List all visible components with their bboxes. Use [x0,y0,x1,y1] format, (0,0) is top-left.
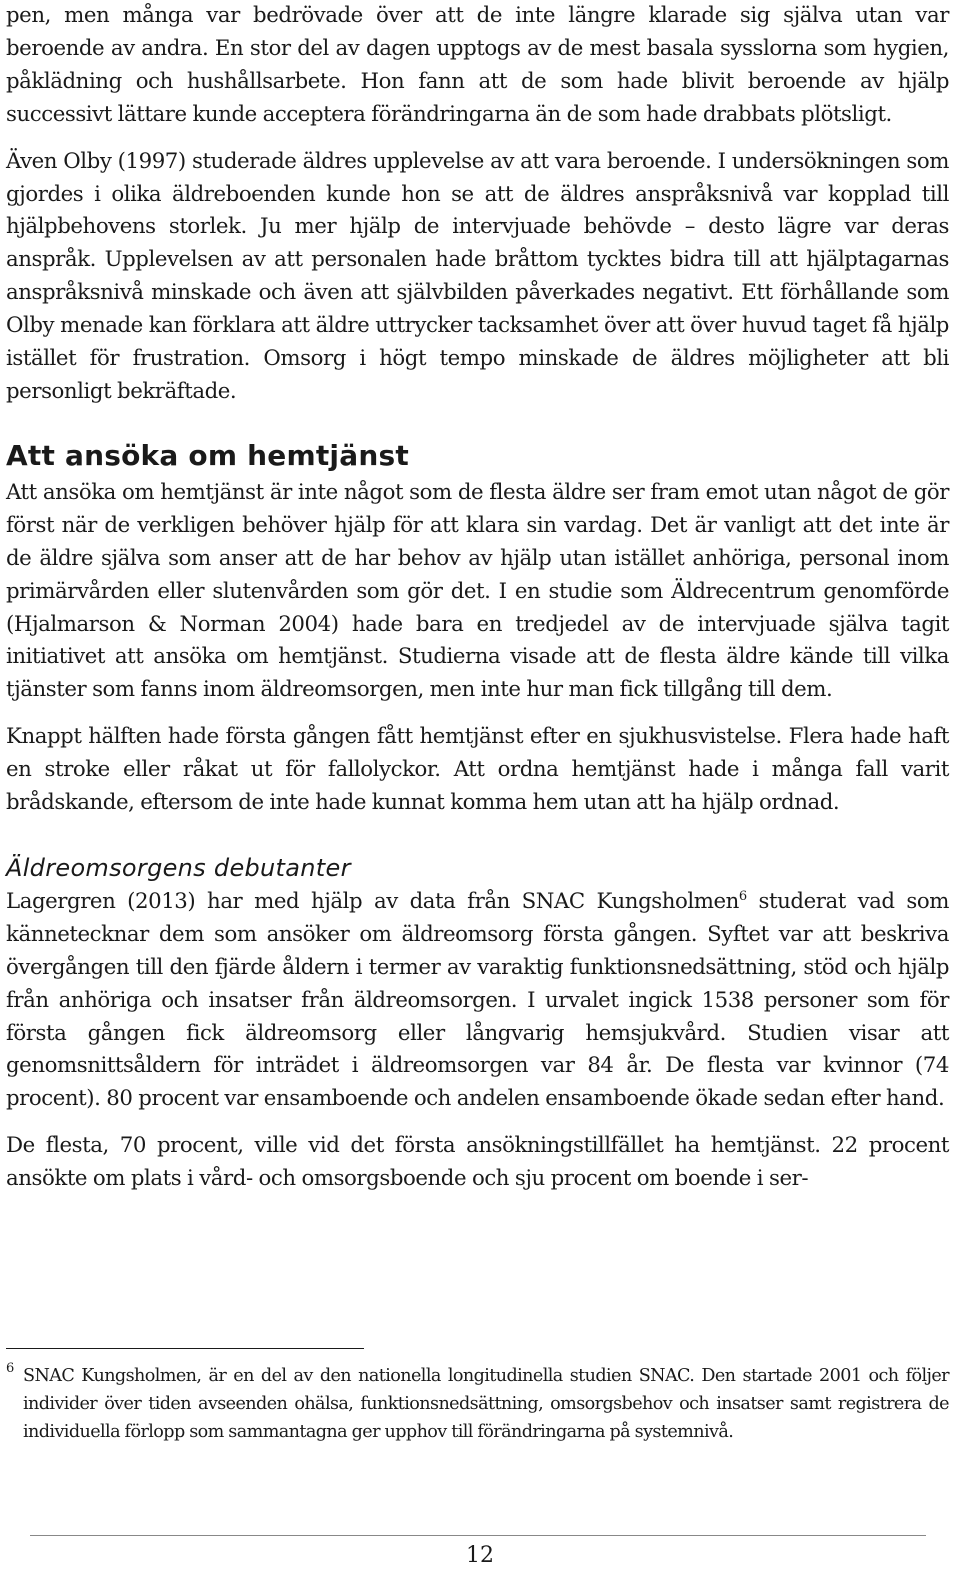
subsection-heading: Äldreomsorgens debutanter [6,853,351,882]
subsection-paragraph-1-start: Lagergren (2013) har med hjälp av data från SNAC Kungsholmen [6,888,739,914]
footnote-divider [6,1348,364,1349]
subsection-paragraph-1-rest: studerat vad som kännetecknar dem som ansöker om äldreomsorg första gången. Syftet var att beskriva övergången till den fjärde åldern i termer av varaktig funktionsnedsättning, stöd och hjälp från anhöriga och insatser från äldreomsorgen. I urvalet ingick 1538 personer som för första gången fick äldreomsorg eller långvarig hemsjukvård. Studien visar att genomsnittsåldern för inträdet i äldreomsorgen var 84 år. De flesta var kvinnor (74 procent). 80 procent var ensamboende och andelen ensamboende ökade sedan efter hand. [6,888,950,1112]
footnote [6,1363,949,1446]
subsection-paragraph-1 [6,886,949,1116]
body-paragraph-2: Även Olby (1997) studerade äldres upplevelse av att vara beroende. I undersökningen som gjordes i olika äldreboenden kunde hon se att de äldres anspråksnivå var kopplad till hjälpbehovens storlek. Ju mer hjälp de intervjuade behövde – desto lägre var deras anspråk. Upplevelsen av att personalen hade bråttom tycktes bidra till att hjälptagarnas anspråksnivå minskade och även att självbilden påverkades negativt. Ett förhållande som Olby menade kan förklara att äldre uttrycker tacksamhet över att över huvud taget få hjälp istället för frustration. Omsorg i högt tempo minskade de äldres möjligheter att bli personligt bekräftade. [6,148,949,404]
body-paragraph-1: pen, men många var bedrövade över att de inte längre klarade sig själva utan var beroende av andra. En stor del av dagen upptogs av de mest basala sysslorna som hygien, påklädning och hushållsarbete. Hon fann att de som hade blivit beroende av hjälp successivt lättare kunde acceptera förändringarna än de som hade drabbats plötsligt. [6,3,949,127]
footnote-number: 6 [6,1361,15,1376]
section-paragraph-2: Knappt hälften hade första gången fått hemtjänst efter en sjukhusvistelse. Flera hade haft en stroke eller råkat ut för fallolyckor. Att ordna hemtjänst hade i många fall varit brådskande, eftersom de inte hade kunnat komma hem utan att ha hjälp ordnad. [6,724,949,816]
page-body [6,0,949,1196]
section-heading: Att ansöka om hemtjänst [6,438,409,472]
footnote-reference: 6 [738,888,747,904]
footer-divider [30,1535,926,1536]
subsection-paragraph-2: De flesta, 70 procent, ville vid det första ansökningstillfället ha hemtjänst. 22 procent ansökte om plats i vård- och omsorgsboende och sju procent om boende i ser- [6,1133,949,1192]
section-paragraph-1: Att ansöka om hemtjänst är inte något som de flesta äldre ser fram emot utan något de gör först när de verkligen behöver hjälp för att klara sin vardag. Det är vanligt att det inte är de äldre själva som anser att de har behov av hjälp utan istället anhöriga, personal inom primärvården eller slutenvården som gör det. I en studie som Äldrecentrum genomförde (Hjalmarson & Norman 2004) hade bara en tredjedel av de intervjuade själva tagit initiativet att ansöka om hemtjänst. Studierna visade att de flesta äldre kände till vilka tjänster som fanns inom äldreomsorgen, men inte hur man fick tillgång till dem. [6,479,949,703]
page-number: 12 [466,1543,494,1568]
footnote-text: SNAC Kungsholmen, är en del av den nationella longitudinella studien SNAC. Den startade 2001 och följer individer över tiden avseenden ohälsa, funktionsnedsättning, omsorgsbehov och insatser samt registrera de individuella förlopp som sammantagna ger upphov till förändringarna på systemnivå. [23,1366,949,1442]
